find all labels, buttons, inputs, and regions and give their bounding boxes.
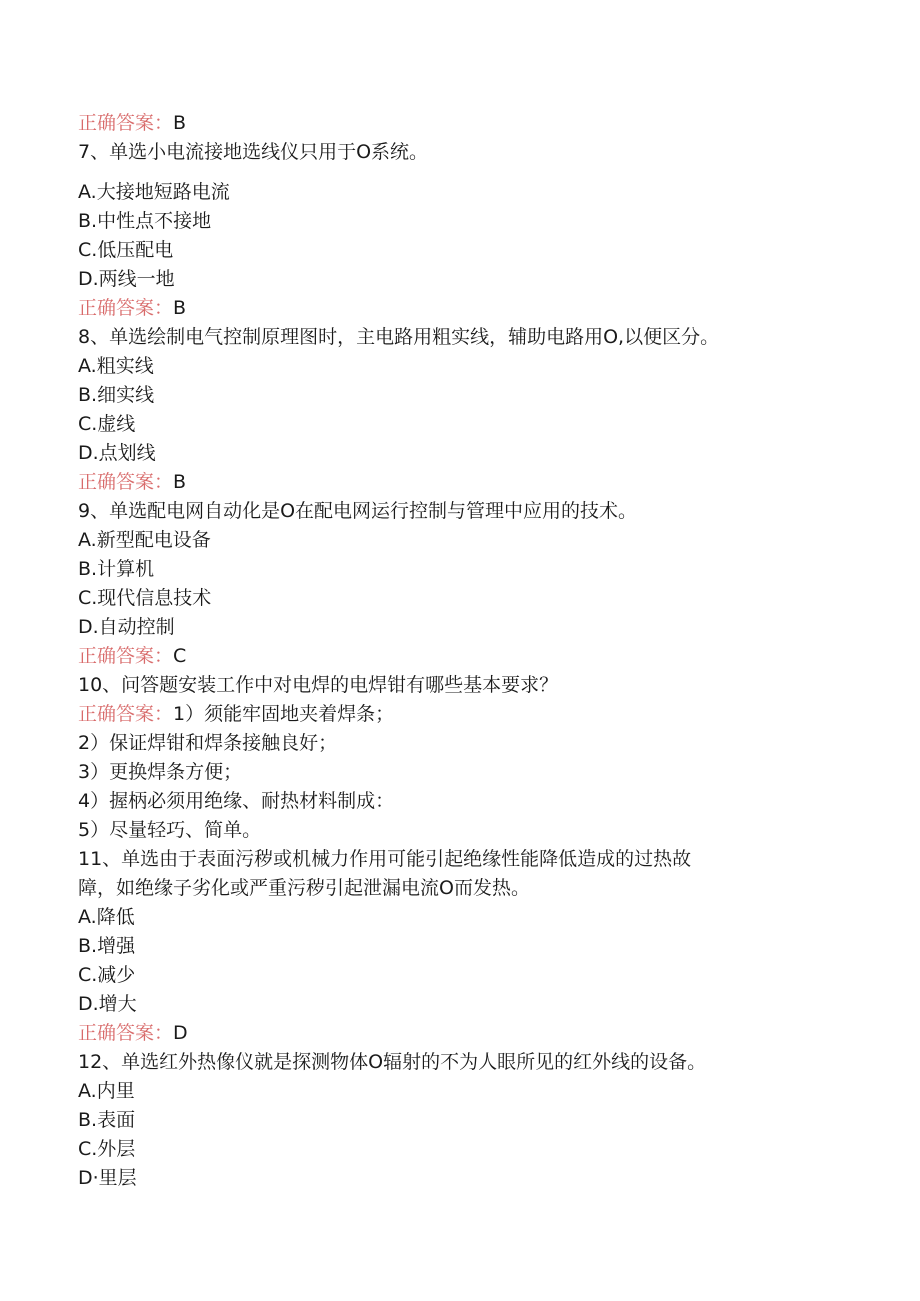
answer-value: B (173, 112, 187, 134)
answer-label: 正确答案： (78, 1022, 174, 1044)
text-line: 3）更换焊条方便； (78, 761, 243, 783)
answer-value: B (173, 297, 187, 319)
answer-value: D (173, 1022, 188, 1044)
answer-line (78, 109, 858, 138)
answer-value: 1）须能牢固地夹着焊条； (173, 703, 395, 725)
text-line: A.粗实线 (78, 355, 154, 377)
text-line: B.细实线 (78, 384, 155, 406)
answer-label: 正确答案： (78, 471, 174, 493)
answer-value: C (173, 645, 187, 667)
text-line: D.点划线 (78, 442, 156, 464)
text-line: D.增大 (78, 993, 137, 1015)
text-line: 4）握柄必须用绝缘、耐热材料制成： (78, 790, 395, 812)
answer-line (78, 468, 858, 497)
text-line: 障，如绝缘子劣化或严重污秽引起泄漏电流O而发热。 (78, 877, 530, 899)
text-line: D.自动控制 (78, 616, 175, 638)
text-line: D·里层 (78, 1167, 137, 1189)
text-line: 8、单选绘制电气控制原理图时，主电路用粗实线，辅助电路用O,以便区分。 (78, 326, 720, 348)
text-line: C.减少 (78, 964, 136, 986)
text-line: A.大接地短路电流 (78, 181, 230, 203)
text-line: A.新型配电设备 (78, 529, 211, 551)
answer-label: 正确答案： (78, 297, 174, 319)
text-line: C.低压配电 (78, 239, 174, 261)
text-line: B.表面 (78, 1109, 136, 1131)
answer-line (78, 700, 858, 729)
text-line: C.现代信息技术 (78, 587, 212, 609)
text-line: 7、单选小电流接地选线仪只用于O系统。 (78, 141, 429, 163)
text-line: 9、单选配电网自动化是O在配电网运行控制与管理中应用的技术。 (78, 500, 638, 522)
text-line: B.中性点不接地 (78, 210, 212, 232)
answer-label: 正确答案： (78, 645, 174, 667)
text-line: 12、单选红外热像仪就是探测物体O辐射的不为人眼所见的红外线的设备。 (78, 1051, 707, 1073)
answer-line (78, 1019, 858, 1048)
text-line: D.两线一地 (78, 268, 175, 290)
answer-value: B (173, 471, 187, 493)
text-line: C.外层 (78, 1138, 136, 1160)
document-page (78, 109, 858, 1193)
text-line: A.内里 (78, 1080, 135, 1102)
answer-label: 正确答案： (78, 112, 174, 134)
answer-line (78, 642, 858, 671)
text-line: B.计算机 (78, 558, 155, 580)
text-line: A.降低 (78, 906, 135, 928)
text-line: 2）保证焊钳和焊条接触良好； (78, 732, 338, 754)
text-line: C.虚线 (78, 413, 136, 435)
text-line: 11、单选由于表面污秽或机械力作用可能引起绝缘性能降低造成的过热故 (78, 848, 692, 870)
text-line: 10、问答题安装工作中对电焊的电焊钳有哪些基本要求？ (78, 674, 559, 696)
answer-line (78, 294, 858, 323)
text-line: B.增强 (78, 935, 136, 957)
answer-label: 正确答案： (78, 703, 174, 725)
text-line: 5）尽量轻巧、简单。 (78, 819, 262, 841)
